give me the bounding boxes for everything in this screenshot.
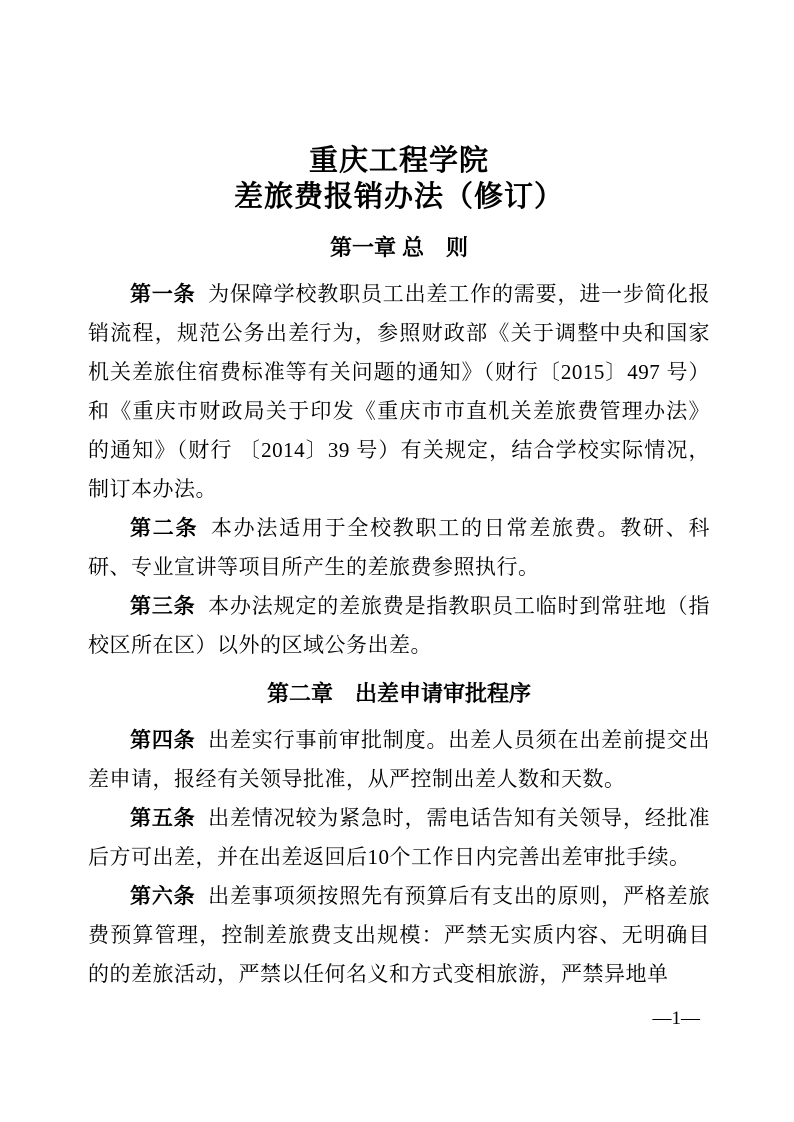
article-5-paragraph [88,799,710,877]
article-4-text: 出差实行事前审批制度。出差人员须在出差前提交出差申请，报经有关领导批准，从严控制出差人数和天数。 [88,728,711,791]
article-1-paragraph [88,275,710,509]
article-3-paragraph [88,587,710,665]
article-4-paragraph [88,721,710,799]
doc-title [88,143,710,215]
chapter-1-heading: 第一章 总 则 [329,235,469,260]
article-1-text: 为保障学校教职员工出差工作的需要，进一步简化报销流程，规范公务出差行为，参照财政部《关于调整中央和国家机关差旅住宿费标准等有关问题的通知》（财行〔2015〕497 号）和《重庆市财政局关于印发《重庆市市直机关差旅费管理办法》的通知》（财行 〔2014〕39 号）有关规定，结合学校实际情况，制订本办法。 [88,282,711,501]
article-6-text: 出差事项须按照先有预算后有支出的原则，严格差旅费预算管理，控制差旅费支出规模：严禁无实质内容、无明确目的的差旅活动，严禁以任何名义和方式变相旅游，严禁异地单 [88,884,711,986]
article-6-paragraph [88,877,710,994]
article-3-text: 本办法规定的差旅费是指教职员工临时到常驻地（指校区所在区）以外的区域公务出差。 [88,594,711,657]
doc-title-line-2: 差旅费报销办法（修订） [233,181,564,213]
page-number: —1— [652,1008,700,1029]
article-2-label: 第二条 [130,516,199,540]
article-2-paragraph [88,509,710,587]
doc-title-line-1: 重庆工程学院 [308,145,489,177]
article-1-label: 第一条 [130,282,196,306]
article-6-label: 第六条 [130,884,196,908]
article-2-text: 本办法适用于全校教职工的日常差旅费。教研、科研、专业宣讲等项目所产生的差旅费参照执行。 [88,516,711,579]
article-5-text: 出差情况较为紧急时，需电话告知有关领导，经批准后方可出差，并在出差返回后10个工作日内完善出差审批手续。 [88,806,711,869]
article-3-label: 第三条 [130,594,196,618]
article-5-label: 第五条 [130,806,196,830]
article-4-label: 第四条 [130,728,196,752]
chapter-2-heading: 第二章 出差申请审批程序 [266,681,531,706]
